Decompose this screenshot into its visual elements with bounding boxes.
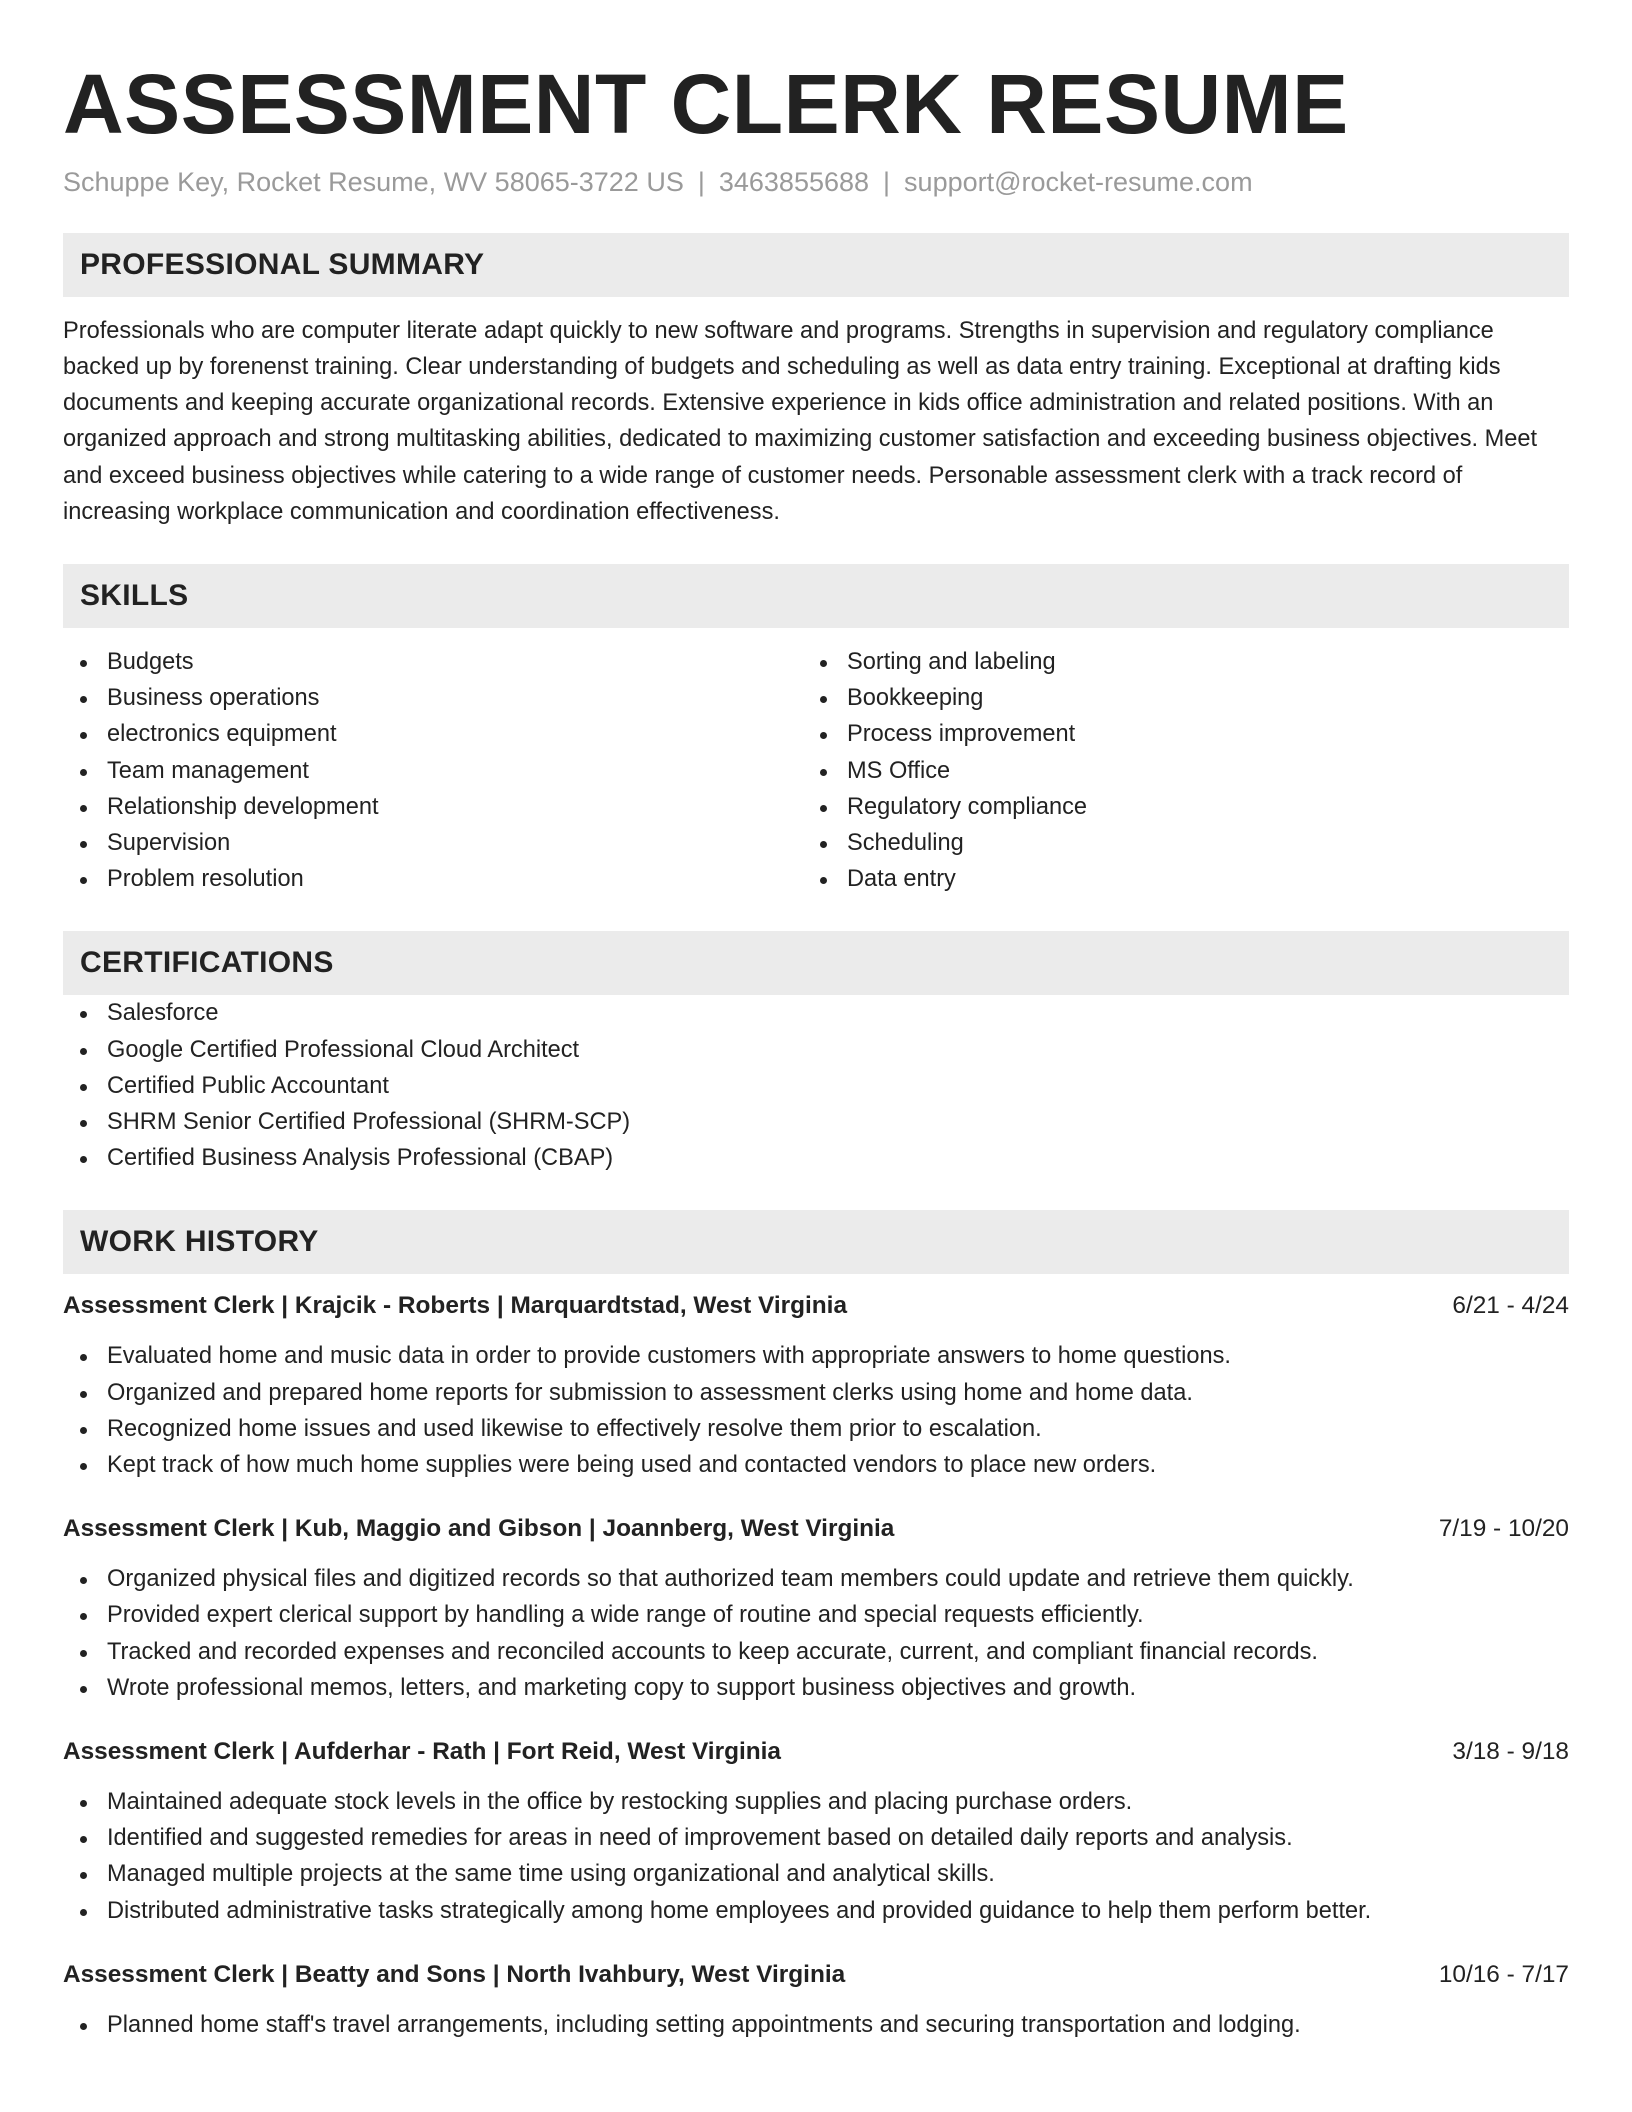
- job-bullet: Organized physical files and digitized records so that authorized team members could update and retrieve them quickly.: [63, 1561, 1569, 1597]
- contact-phone: 3463855688: [718, 167, 870, 198]
- contact-email: support@rocket-resume.com: [904, 167, 1253, 198]
- skill-item: Relationship development: [63, 789, 803, 825]
- section-header-summary: [63, 233, 1569, 297]
- section-title: WORK HISTORY: [80, 1225, 319, 1259]
- job-header: [63, 1957, 1569, 1993]
- job-dates: 6/21 - 4/24: [1452, 1292, 1569, 1320]
- skill-item: MS Office: [803, 753, 1543, 789]
- skill-item: Problem resolution: [63, 861, 803, 897]
- job-header: [63, 1511, 1569, 1547]
- skills-column-left: [63, 644, 803, 897]
- certification-item: Google Certified Professional Cloud Architect: [63, 1032, 1569, 1068]
- contact-separator: |: [697, 167, 705, 198]
- contact-line: [63, 166, 1569, 198]
- job-entry: [63, 1734, 1569, 1929]
- job-bullet: Evaluated home and music data in order to provide customers with appropriate answers to home questions.: [63, 1338, 1569, 1374]
- job-bullets: [63, 2007, 1569, 2043]
- contact-address: Schuppe Key, Rocket Resume, WV 58065-3722 US: [63, 167, 684, 198]
- job-title: Assessment Clerk | Kub, Maggio and Gibson | Joannberg, West Virginia: [63, 1515, 895, 1543]
- job-bullets: [63, 1784, 1569, 1929]
- job-header: [63, 1734, 1569, 1770]
- resume-title: ASSESSMENT CLERK RESUME: [63, 57, 1349, 151]
- job-title: Assessment Clerk | Beatty and Sons | North Ivahbury, West Virginia: [63, 1960, 846, 1988]
- job-bullet: Planned home staff's travel arrangements, including setting appointments and securing transportation and lodging.: [63, 2007, 1569, 2043]
- certification-item: SHRM Senior Certified Professional (SHRM-SCP): [63, 1104, 1569, 1140]
- job-bullet: Identified and suggested remedies for areas in need of improvement based on detailed daily reports and analysis.: [63, 1820, 1569, 1856]
- section-title: SKILLS: [80, 579, 189, 612]
- job-bullet: Provided expert clerical support by handling a wide range of routine and special requests efficiently.: [63, 1597, 1569, 1633]
- job-bullet: Kept track of how much home supplies were being used and contacted vendors to place new orders.: [63, 1447, 1569, 1483]
- skill-item: electronics equipment: [63, 716, 803, 752]
- skill-item: Regulatory compliance: [803, 789, 1543, 825]
- skill-item: Sorting and labeling: [803, 644, 1543, 680]
- job-dates: 3/18 - 9/18: [1452, 1738, 1569, 1766]
- job-bullet: Managed multiple projects at the same time using organizational and analytical skills.: [63, 1856, 1569, 1892]
- summary-text: Professionals who are computer literate adapt quickly to new software and programs. Strengths in supervision and regulatory compliance backed up by forenenst training. Clear understanding of budgets and scheduling as well as data entry training. Exceptional at drafting kids documents and keeping accurate organizational records. Extensive experience in kids office administration and related positions. With an organized approach and strong multitasking abilities, dedicated to maximizing customer satisfaction and exceeding business objectives. Meet and exceed business objectives while catering to a wide range of customer needs. Personable assessment clerk with a track record of increasing workplace communication and coordination effectiveness.: [63, 317, 1538, 525]
- skill-item: Business operations: [63, 680, 803, 716]
- job-entry: [63, 1957, 1569, 2043]
- skills-column-right: [803, 644, 1543, 897]
- job-bullet: Distributed administrative tasks strategically among home employees and provided guidance to help them perform better.: [63, 1893, 1569, 1929]
- section-header-certifications: [63, 931, 1569, 995]
- certification-item: Certified Public Accountant: [63, 1068, 1569, 1104]
- contact-separator: |: [883, 167, 891, 198]
- job-title: Assessment Clerk | Krajcik - Roberts | Marquardtstad, West Virginia: [63, 1292, 848, 1320]
- section-title: PROFESSIONAL SUMMARY: [80, 247, 485, 281]
- job-bullets: [63, 1338, 1569, 1483]
- skill-item: Data entry: [803, 861, 1543, 897]
- job-bullet: Maintained adequate stock levels in the office by restocking supplies and placing purchase orders.: [63, 1784, 1569, 1820]
- certification-item: Certified Business Analysis Professional (CBAP): [63, 1140, 1569, 1176]
- certification-item: Salesforce: [63, 995, 1569, 1031]
- skill-item: Scheduling: [803, 825, 1543, 861]
- job-bullets: [63, 1561, 1569, 1706]
- skill-item: Process improvement: [803, 716, 1543, 752]
- skills-list: [63, 644, 1569, 897]
- skill-item: Team management: [63, 753, 803, 789]
- section-header-work-history: [63, 1210, 1569, 1274]
- job-entry: [63, 1288, 1569, 1483]
- job-bullet: Wrote professional memos, letters, and marketing copy to support business objectives and growth.: [63, 1670, 1569, 1706]
- job-dates: 10/16 - 7/17: [1438, 1960, 1569, 1988]
- skill-item: Supervision: [63, 825, 803, 861]
- job-entry: [63, 1511, 1569, 1706]
- job-dates: 7/19 - 10/20: [1438, 1515, 1569, 1543]
- job-bullet: Organized and prepared home reports for submission to assessment clerks using home and home data.: [63, 1375, 1569, 1411]
- job-title: Assessment Clerk | Aufderhar - Rath | Fort Reid, West Virginia: [63, 1738, 781, 1766]
- certifications-list: [63, 995, 1569, 1176]
- job-bullet: Tracked and recorded expenses and reconciled accounts to keep accurate, current, and compliant financial records.: [63, 1634, 1569, 1670]
- section-header-skills: [63, 564, 1569, 628]
- section-title: CERTIFICATIONS: [80, 946, 334, 980]
- skill-item: Budgets: [63, 644, 803, 680]
- skill-item: Bookkeeping: [803, 680, 1543, 716]
- job-bullet: Recognized home issues and used likewise to effectively resolve them prior to escalation.: [63, 1411, 1569, 1447]
- job-header: [63, 1288, 1569, 1324]
